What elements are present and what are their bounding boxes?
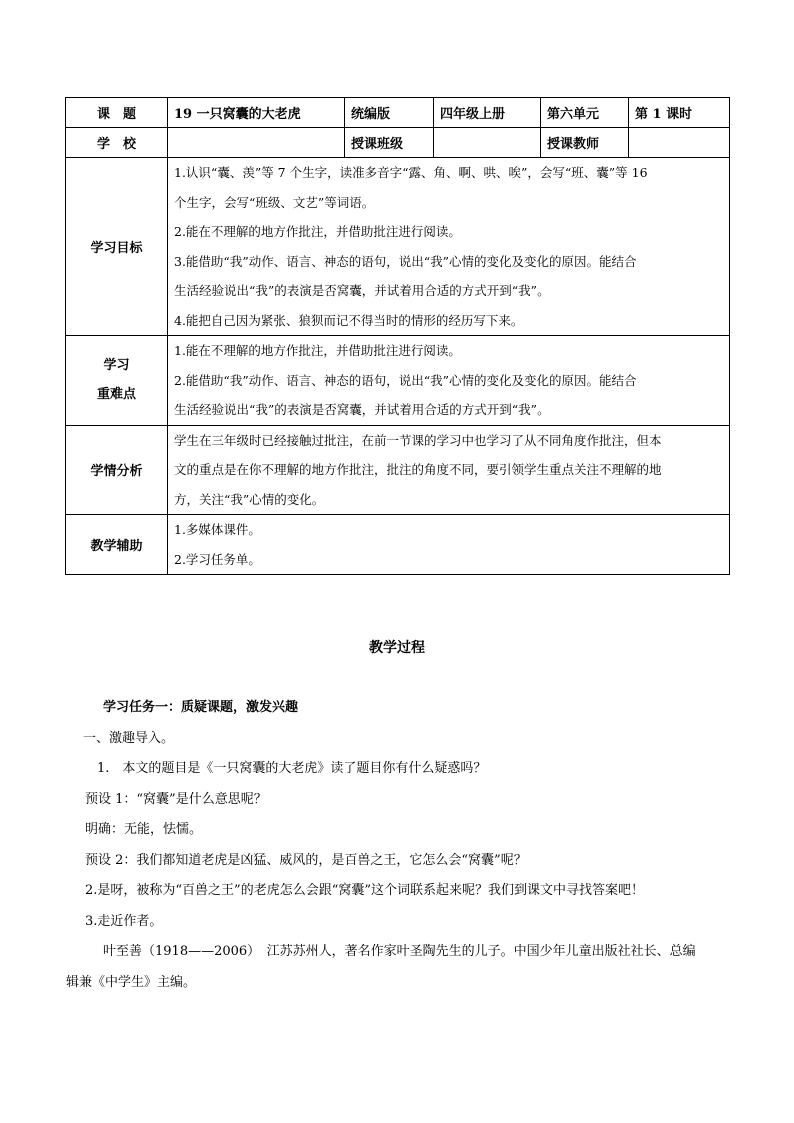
period: 第 1 课时 xyxy=(629,98,730,128)
aid-line: 1.多媒体课件。 xyxy=(174,522,261,537)
class-label: 授课班级 xyxy=(345,128,434,158)
objectives-label: 学习目标 xyxy=(66,158,168,336)
analysis-row xyxy=(66,425,730,515)
school-value xyxy=(168,128,345,158)
key-points-row xyxy=(66,336,730,426)
process-body xyxy=(66,693,735,998)
teacher-value xyxy=(629,128,730,158)
section-intro: 一、激趣导入。 xyxy=(83,730,175,746)
key-points-content xyxy=(168,336,730,426)
school-label: 学 校 xyxy=(66,128,168,158)
analysis-content xyxy=(168,425,730,515)
aids-row xyxy=(66,515,730,575)
class-value xyxy=(434,128,541,158)
analysis-line: 学生在三年级时已经接触过批注，在前一节课的学习中也学习了从不同角度作批注，但本 xyxy=(174,432,662,448)
key-points-label-line2: 重难点 xyxy=(96,387,136,403)
key-point-line: 生活经验说出“我”的表演是否窝囊，并试着用合适的方式开到“我”。 xyxy=(174,402,550,417)
objective-line: 1.认识“囊、羡”等 7 个生字，读准多音字“露、角、啊、哄、唉”，会写“班、囊”等 16 xyxy=(174,165,648,180)
lesson-info-table xyxy=(65,97,730,575)
aid-line: 2.学习任务单。 xyxy=(174,551,261,567)
author-line-1: 叶至善（1918——2006） 江苏苏州人，著名作家叶圣陶先生的儿子。中国少年儿童出版社社长、总编 xyxy=(103,944,696,959)
author-line-2: 辑兼《中学生》主编。 xyxy=(66,974,197,990)
objective-line: 生活经验说出“我”的表演是否窝囊，并试着用合适的方式开到“我”。 xyxy=(174,283,550,298)
grade: 四年级上册 xyxy=(434,98,541,128)
header-row xyxy=(66,98,730,128)
edition: 统编版 xyxy=(345,98,434,128)
key-point-line: 1.能在不理解的地方作批注，并借助批注进行阅读。 xyxy=(174,343,461,358)
question-3: 3.走近作者。 xyxy=(85,913,163,929)
objective-line: 4.能把自己因为紧张、狼狈而记不得当时的情形的经历写下来。 xyxy=(174,312,524,328)
aids-label: 教学辅助 xyxy=(66,515,168,575)
analysis-label: 学情分析 xyxy=(66,425,168,515)
preset-2: 预设 2：我们都知道老虎是凶猛、威风的，是百兽之王，它怎么会“窝囊”呢？ xyxy=(85,852,527,868)
lesson-label: 课 题 xyxy=(66,98,168,128)
objective-line: 3.能借助“我”动作、语言、神态的语句，说出“我”心情的变化及变化的原因。能结合 xyxy=(174,253,637,269)
analysis-line: 文的重点是在你不理解的地方作批注，批注的角度不同，要引领学生重点关注不理解的地 xyxy=(174,462,662,477)
objective-line: 2.能在不理解的地方作批注，并借助批注进行阅读。 xyxy=(174,224,461,239)
task1-heading: 学习任务一：质疑课题，激发兴趣 xyxy=(103,700,299,715)
question-1: 1. 本文的题目是《一只窝囊的大老虎》读了题目你有什么疑惑吗？ xyxy=(97,761,487,776)
preset-1: 预设 1：“窝囊”是什么意思呢？ xyxy=(85,791,267,807)
process-title: 教学过程 xyxy=(369,640,425,656)
objective-line: 个生字，会写“班级、文艺”等词语。 xyxy=(174,194,375,210)
lesson-title: 19 一只窝囊的大老虎 xyxy=(168,98,345,128)
key-points-label-line1: 学习 xyxy=(103,358,130,374)
aids-content xyxy=(168,515,730,575)
analysis-line: 方，关注“我”心情的变化。 xyxy=(174,491,325,507)
unit: 第六单元 xyxy=(541,98,629,128)
school-row xyxy=(66,128,730,158)
key-point-line: 2.能借助“我”动作、语言、神态的语句，说出“我”心情的变化及变化的原因。能结合 xyxy=(174,372,637,388)
objectives-row xyxy=(66,158,730,336)
question-2: 2.是呀，被称为“百兽之王”的老虎怎么会跟“窝囊”这个词联系起来呢？我们到课文中寻找答案吧！ xyxy=(85,883,644,898)
clarification: 明确：无能，怯懦。 xyxy=(85,822,203,837)
key-points-label xyxy=(66,336,168,426)
teacher-label: 授课教师 xyxy=(541,128,629,158)
objectives-content xyxy=(168,158,730,336)
